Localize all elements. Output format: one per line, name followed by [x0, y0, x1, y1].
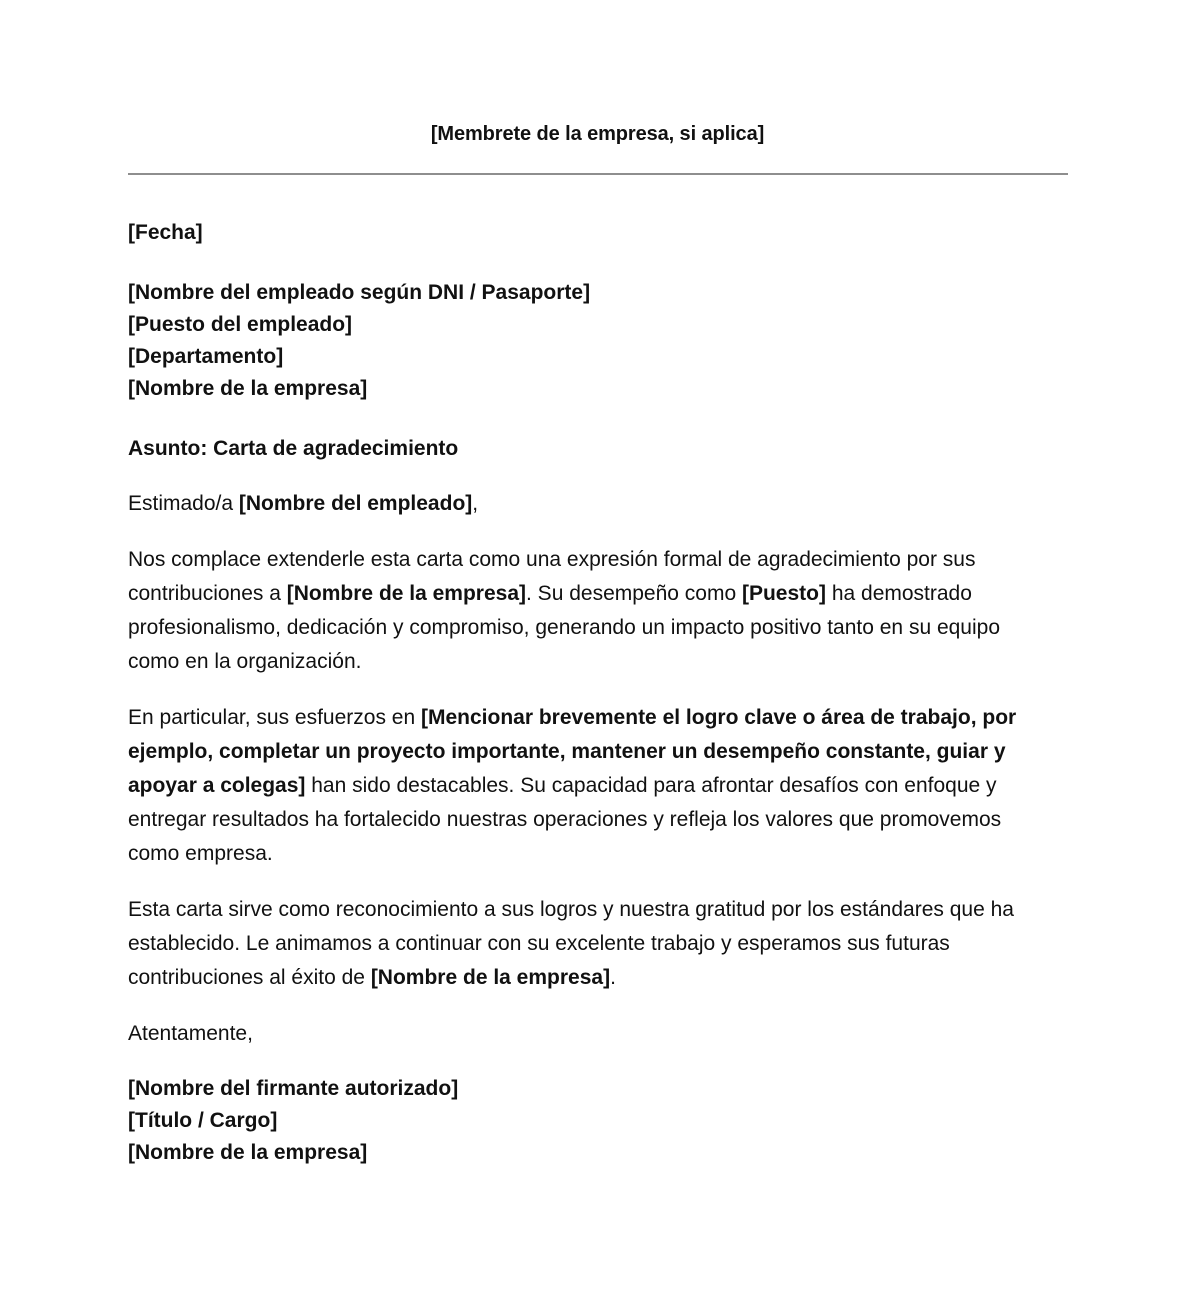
- signature-line-title: [Título / Cargo]: [128, 1109, 278, 1132]
- spacer: [128, 1051, 1067, 1073]
- salutation-line: [128, 487, 1048, 521]
- signature-line-name: [Nombre del firmante autorizado]: [128, 1077, 459, 1100]
- spacer: [128, 175, 1067, 217]
- spacer: [128, 521, 1067, 543]
- spacer: [128, 995, 1067, 1017]
- recipient-line-position: [Puesto del empleado]: [128, 313, 353, 336]
- paragraph-1-text-3: ha demostrado profesionalismo, dedicación y compromiso, generando un impacto positivo tanto en su equipo como en la organización.: [128, 582, 1001, 673]
- paragraph-3-text-2: .: [610, 966, 616, 989]
- spacer: [128, 465, 1067, 487]
- recipient-block: [128, 277, 1067, 405]
- paragraph-1-text-2: . Su desempeño como: [526, 582, 742, 605]
- recipient-line-name: [Nombre del empleado según DNI / Pasaporte]: [128, 281, 591, 304]
- paragraph-2-placeholder-achievement: [Mencionar brevemente el logro clave o área de trabajo, por ejemplo, completar un proyecto importante, mantener un desempeño constante, guiar y apoyar a colegas]: [128, 706, 1017, 797]
- paragraph-3-placeholder-company: [Nombre de la empresa]: [370, 966, 611, 989]
- salutation-prefix: Estimado/a: [128, 492, 239, 515]
- body-paragraph-1: [128, 543, 1048, 679]
- recipient-line-company: [Nombre de la empresa]: [128, 377, 368, 400]
- paragraph-2-text-2: han sido destacables. Su capacidad para afrontar desafíos con enfoque y entregar resultados ha fortalecido nuestras operaciones y refleja los valores que promovemos como empresa.: [128, 774, 1002, 865]
- paragraph-1-placeholder-company: [Nombre de la empresa]: [286, 582, 527, 605]
- paragraph-1-text-1: Nos complace extenderle esta carta como una expresión formal de agradecimiento por sus contribuciones a: [128, 548, 976, 605]
- spacer: [128, 249, 1067, 277]
- paragraph-3-text-1: Esta carta sirve como reconocimiento a sus logros y nuestra gratitud por los estándares que ha establecido. Le animamos a continuar con su excelente trabajo y esperamos sus futuras contribuciones al éxito de: [128, 898, 1014, 989]
- date-line: [Fecha]: [128, 221, 203, 244]
- letterhead: [Membrete de la empresa, si aplica]: [430, 123, 765, 145]
- spacer: [128, 871, 1067, 893]
- signature-block: [128, 1073, 1067, 1169]
- spacer: [128, 405, 1067, 433]
- salutation-suffix: ,: [472, 492, 479, 515]
- recipient-line-department: [Departamento]: [128, 345, 284, 368]
- body-paragraph-3: [128, 893, 1048, 995]
- salutation-placeholder: [Nombre del empleado]: [238, 492, 473, 515]
- paragraph-1-placeholder-position: [Puesto]: [741, 582, 826, 605]
- paragraph-2-text-1: En particular, sus esfuerzos en: [128, 706, 421, 729]
- closing-line: Atentamente,: [128, 1022, 253, 1045]
- subject-line: Asunto: Carta de agradecimiento: [128, 437, 459, 460]
- signature-line-company: [Nombre de la empresa]: [128, 1141, 368, 1164]
- spacer: [128, 679, 1067, 701]
- body-paragraph-2: [128, 701, 1048, 871]
- letter-body: [0, 175, 1195, 1169]
